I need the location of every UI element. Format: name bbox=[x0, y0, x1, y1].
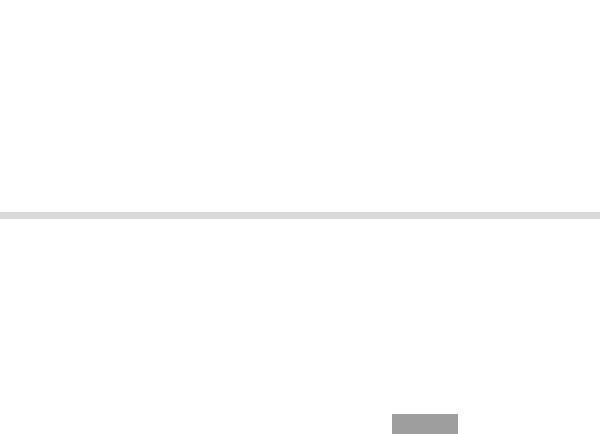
page-number bbox=[392, 414, 458, 434]
spiral-binding bbox=[0, 188, 600, 242]
